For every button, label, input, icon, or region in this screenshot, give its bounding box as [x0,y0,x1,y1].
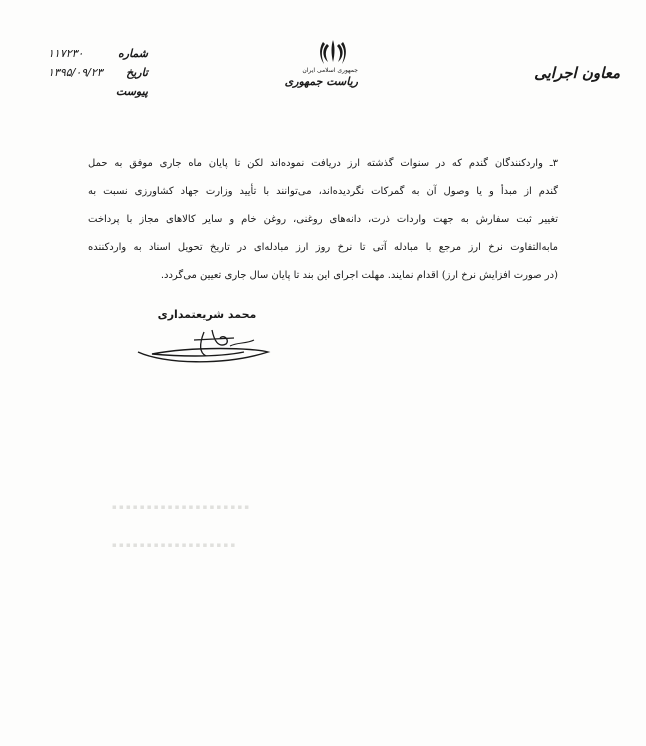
date-value: ۱۳۹۵/۰۹/۲۳ [48,66,103,79]
reference-block [48,44,148,101]
number-value: ۱۱۷۲۳۰ [48,47,84,60]
date-label: تاریخ [126,66,148,79]
body-line: (در صورت افزایش نرخ ارز) اقدام نمایند. مهلت اجرای این بند تا پایان سال جاری تعیین می‌گردد. [160,270,558,281]
emblem-caption: جمهوری اسلامی ایران [302,67,358,74]
letter-body [88,150,558,290]
handwritten-signature [134,322,274,370]
body-line: ۳ـ واردکنندگان گندم که در سنوات گذشته ارز دریافت نموده‌اند لکن تا پایان ماه جاری موفق به حمل [88,158,558,169]
date-row [48,63,148,82]
emblem-block [284,38,358,88]
number-row [48,44,148,63]
attachment-label: پیوست [115,85,148,98]
faint-mark: ▪ ▪ ▪ ▪ ▪ ▪ ▪ ▪ ▪ ▪ ▪ ▪ ▪ ▪ ▪ ▪ ▪ ▪ [112,541,236,549]
attachment-row [48,82,148,101]
body-line: مابه‌التفاوت نرخ ارز مرجع با مبادله آتی تا نرخ روز ارز مبادله‌ای در تاریخ تحویل اسناد به واردکننده [88,242,558,253]
body-line: تغییر ثبت سفارش به جهت واردات ذرت، دانه‌های روغنی، روغن خام و سایر کالاهای مجاز با پرداخت [88,214,558,225]
faint-mark: ▪ ▪ ▪ ▪ ▪ ▪ ▪ ▪ ▪ ▪ ▪ ▪ ▪ ▪ ▪ ▪ ▪ ▪ ▪ ▪ [112,503,250,511]
department-title: معاون اجرایی [534,64,620,82]
body-line: گندم از مبدأ و یا وصول آن به گمرکات نگردیده‌اند، می‌توانند با تأیید وزارت جهاد کشاورزی نسبت به [88,186,558,197]
emblem-org: ریاست جمهوری [284,75,358,88]
signer-name: محمد شریعتمداری [157,308,257,321]
number-label: شماره [117,47,148,60]
iran-emblem-icon [318,38,348,66]
